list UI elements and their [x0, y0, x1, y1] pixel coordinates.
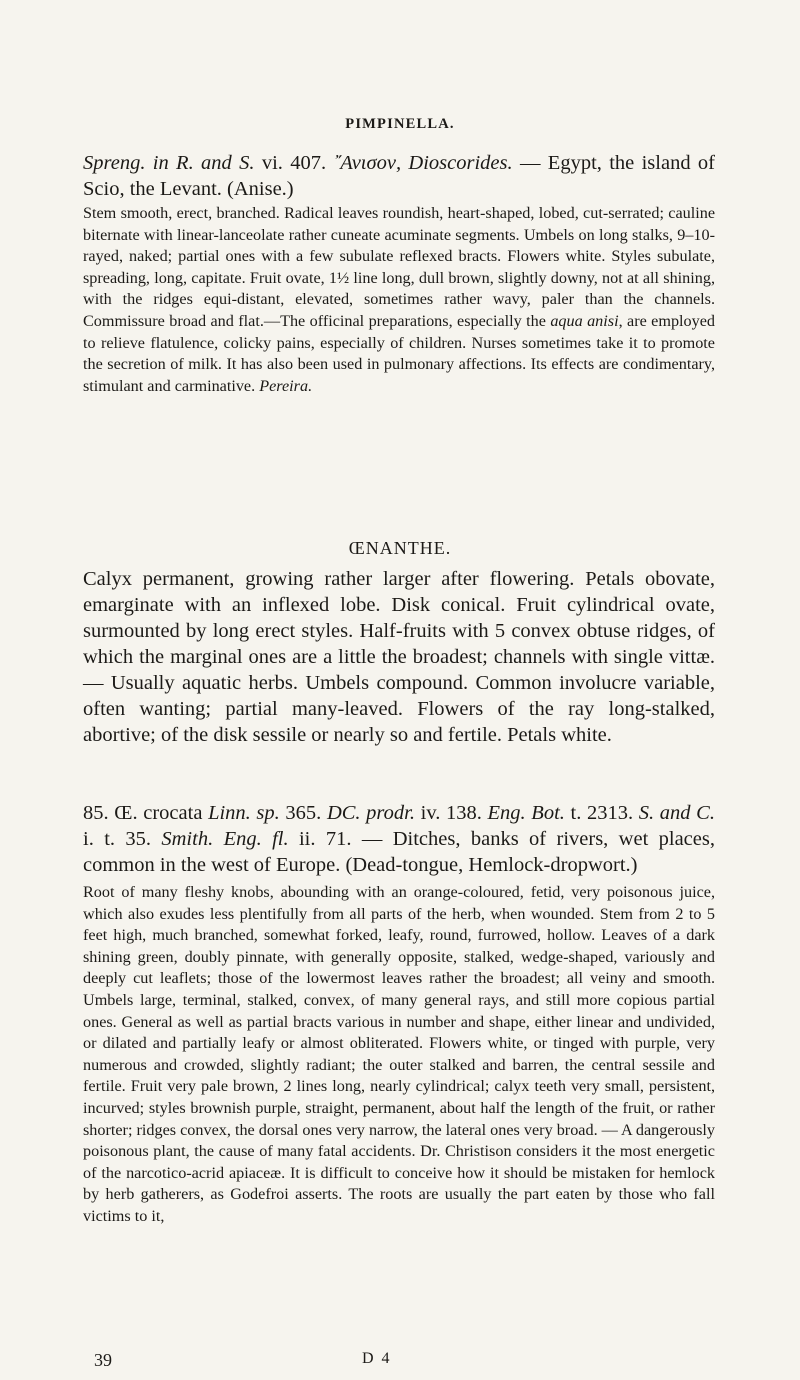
ref-dc: DC. prodr. — [326, 802, 415, 824]
signature-mark: D 4 — [362, 1350, 392, 1367]
ref-dc-page: iv. 138. — [414, 802, 488, 824]
running-head: PIMPINELLA. — [345, 116, 455, 132]
anise-header — [83, 150, 715, 202]
species-habitat: — Ditches, banks of rivers, wet places, common in the west of Europe. (Dead-tongue, Hemlock-dropwort.) — [83, 828, 715, 876]
genus-heading: ŒNANTHE. — [348, 538, 452, 558]
anise-aqua: aqua anisi — [550, 311, 619, 330]
ref-eng-bot-page: t. 2313. — [564, 802, 639, 824]
anise-citation-b: vi. 407. — [254, 152, 334, 174]
anise-citation-c: ῎Ανισον, Dioscorides. — [333, 152, 513, 174]
anise-intro: — Egypt, the island of Scio, the Levant. (Anise.) — [83, 152, 715, 200]
anise-body: Stem smooth, erect, branched. Radical leaves roundish, heart-shaped, lobed, cut-serrated; cauline biternate with linear-lanceolate rather cuneate acuminate segments. Umbels on long stalks, 9–10-rayed, naked; partial ones with a few subulate reflexed bracts. Flowers white. Styles subulate, spreading, long, capitate. Fruit ovate, 1½ line long, dull brown, slightly downy, not at all shining, with the ridges equi-distant, elevated, sometimes rather wavy, paler than the channels. Commissure broad and flat.—The officinal preparations, especially the — [83, 204, 715, 330]
page-number: 39 — [94, 1350, 112, 1370]
ref-sc: S. and C. — [638, 802, 715, 824]
ref-smith: Smith. Eng. fl. — [161, 828, 289, 850]
anise-description — [83, 203, 715, 397]
ref-sc-page: i. t. 35. — [83, 828, 162, 850]
anise-citation-a: Spreng. in R. and S. — [83, 152, 255, 174]
species-description: Root of many fleshy knobs, abounding with an orange-coloured, fetid, very poisonous juice, which also exudes less plentifully from all parts of the herb, when wounded. Stem from 2 to 5 feet high, much branched, somewhat forked, leafy, round, furrowed, hollow. Leaves of a dark shining green, doubly pinnate, with generally opposite, stalked, wedge-shaped, variously and deeply cut leaflets; those of the lowermost leaves rather the broadest; all veiny and smooth. Umbels large, terminal, stalked, convex, of many general rays, and still more copious partial ones. General as well as partial bracts various in number and shape, either linear and undivided, or dilated and partially leafy or almost obliterated. Flowers white, or tinged with purple, very numerous and crowded, slightly radiant; the outer stalked and barren, the central sessile and fertile. Fruit very pale brown, 2 lines long, nearly cylindrical; calyx teeth very small, persistent, incurved; styles brownish purple, straight, permanent, about half the length of the fruit, or rather shorter; ridges convex, the dorsal ones very narrow, the lateral ones very broad. — A dangerously poisonous plant, the cause of many fatal accidents. Dr. Christison considers it the most energetic of the narcotico-acrid apiaceæ. It is difficult to conceive how it should be mistaken for hemlock by herb gatherers, as Godefroi asserts. The roots are usually the part eaten by those who fall victims to it, — [83, 883, 715, 1225]
ref-smith-page: ii. 71. — [288, 828, 352, 850]
species-entry — [83, 800, 715, 878]
ref-linn: Linn. sp. — [208, 802, 280, 824]
species-number: 85. Œ. crocata — [83, 802, 209, 824]
ref-eng-bot: Eng. Bot. — [487, 802, 565, 824]
anise-pereira: Pereira. — [259, 376, 313, 395]
anise-body2: , are employed to relieve flatulence, colicky pains, especially of children. Nurses sometimes take it to promote the secretion of milk. It has also been used in pulmonary affections. Its effects are condimentary, stimulant and carminative. — [83, 311, 716, 395]
ref-linn-page: 365. — [279, 802, 327, 824]
genus-description: Calyx permanent, growing rather larger after flowering. Petals obovate, emarginate with an inflexed lobe. Disk conical. Fruit cylindrical ovate, surmounted by long erect styles. Half-fruits with 5 convex obtuse ridges, of which the marginal ones are a little the broadest; channels with single vittæ. — Usually aquatic herbs. Umbels compound. Common involucre variable, often wanting; partial many-leaved. Flowers of the ray long-stalked, abortive; of the disk sessile or nearly so and fertile. Petals white. — [83, 568, 715, 746]
